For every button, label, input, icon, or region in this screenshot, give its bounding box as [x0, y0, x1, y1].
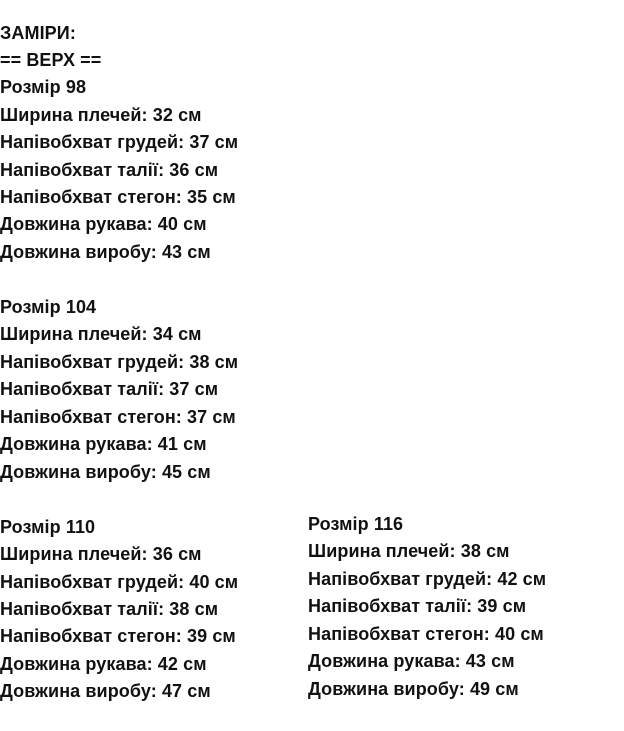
size-heading: Розмір 116 [308, 514, 404, 534]
document-title: ЗАМІРИ: [0, 23, 76, 43]
measurement-line: Напівобхват стегон: 39 см [0, 626, 236, 646]
measurement-line: Ширина плечей: 38 см [308, 541, 510, 561]
measurement-line: Напівобхват стегон: 40 см [308, 624, 544, 644]
measurement-line: Напівобхват талії: 38 см [0, 599, 219, 619]
measurement-line: Напівобхват грудей: 42 см [308, 569, 547, 589]
size-heading: Розмір 104 [0, 297, 97, 317]
measurement-line: Напівобхват стегон: 35 см [0, 187, 236, 207]
measurement-line: Напівобхват грудей: 40 см [0, 572, 239, 592]
measurement-line: Довжина виробу: 43 см [0, 242, 211, 262]
measurement-line: Напівобхват талії: 36 см [0, 160, 219, 180]
measurement-line: Ширина плечей: 34 см [0, 324, 202, 344]
measurement-line: Напівобхват грудей: 37 см [0, 132, 239, 152]
measurement-line: Ширина плечей: 32 см [0, 105, 202, 125]
section-heading: == ВЕРХ == [0, 50, 102, 70]
measurement-line: Напівобхват талії: 39 см [308, 596, 527, 616]
size-heading: Розмір 98 [0, 77, 87, 97]
measurement-line: Ширина плечей: 36 см [0, 544, 202, 564]
measurement-line: Напівобхват грудей: 38 см [0, 352, 239, 372]
measurement-line: Напівобхват стегон: 37 см [0, 407, 236, 427]
measurement-line: Напівобхват талії: 37 см [0, 379, 219, 399]
size-heading: Розмір 110 [0, 517, 96, 537]
measurement-line: Довжина рукава: 42 см [0, 654, 207, 674]
measurement-line: Довжина виробу: 49 см [308, 679, 519, 699]
measurement-line: Довжина рукава: 43 см [308, 651, 515, 671]
measurement-line: Довжина рукава: 40 см [0, 214, 207, 234]
measurement-line: Довжина виробу: 45 см [0, 462, 211, 482]
measurement-line: Довжина виробу: 47 см [0, 681, 211, 701]
measurement-line: Довжина рукава: 41 см [0, 434, 207, 454]
